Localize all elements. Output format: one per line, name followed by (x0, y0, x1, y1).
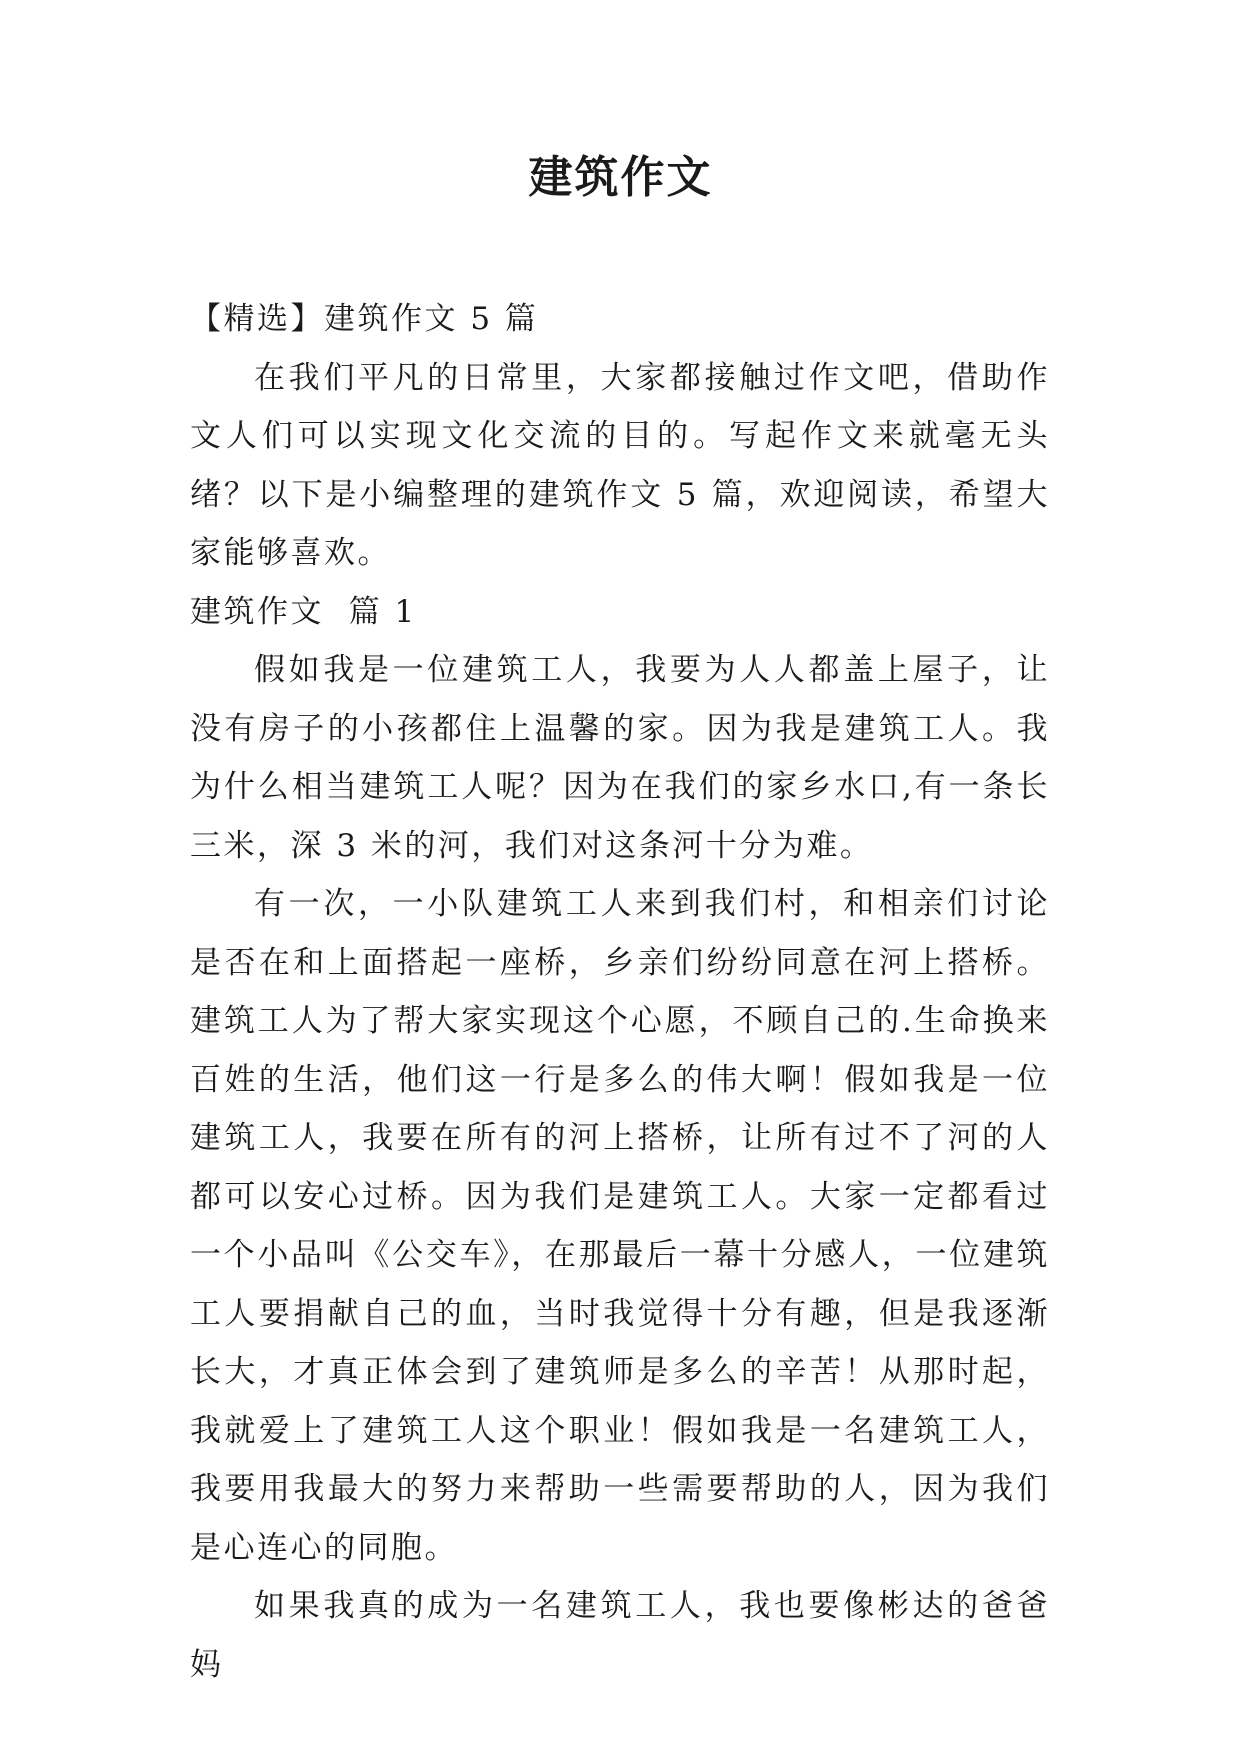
body-paragraph-1: 假如我是一位建筑工人，我要为人人都盖上屋子，让没有房子的小孩都住上温馨的家。因为我是建筑工人。我为什么相当建筑工人呢？因为在我们的家乡水口,有一条长三米，深 3 米的河，我们对这条河十分为难。 (190, 652, 1050, 864)
document-body (190, 290, 1050, 1694)
body-paragraph-2: 有一次，一小队建筑工人来到我们村，和相亲们讨论是否在和上面搭起一座桥，乡亲们纷纷同意在河上搭桥。建筑工人为了帮大家实现这个心愿，不顾自己的.生命换来百姓的生活，他们这一行是多么的伟大啊！假如我是一位建筑工人，我要在所有的河上搭桥，让所有过不了河的人都可以安心过桥。因为我们是建筑工人。大家一定都看过一个小品叫《公交车》，在那最后一幕十分感人，一位建筑工人要捐献自己的血，当时我觉得十分有趣，但是我逐渐长大，才真正体会到了建筑师是多么的辛苦！从那时起，我就爱上了建筑工人这个职业！假如我是一名建筑工人，我要用我最大的努力来帮助一些需要帮助的人，因为我们是心连心的同胞。 (190, 886, 1050, 1566)
document-title: 建筑作文 (528, 152, 713, 203)
body-paragraph-3: 如果我真的成为一名建筑工人，我也要像彬达的爸爸妈 (190, 1588, 1050, 1683)
intro-paragraph: 在我们平凡的日常里，大家都接触过作文吧，借助作文人们可以实现文化交流的目的。写起作文来就毫无头绪？以下是小编整理的建筑作文 5 篇，欢迎阅读，希望大家能够喜欢。 (190, 359, 1050, 571)
subtitle: 【精选】建筑作文 5 篇 (190, 301, 539, 337)
section-heading: 建筑作文 篇 1 (190, 593, 417, 630)
